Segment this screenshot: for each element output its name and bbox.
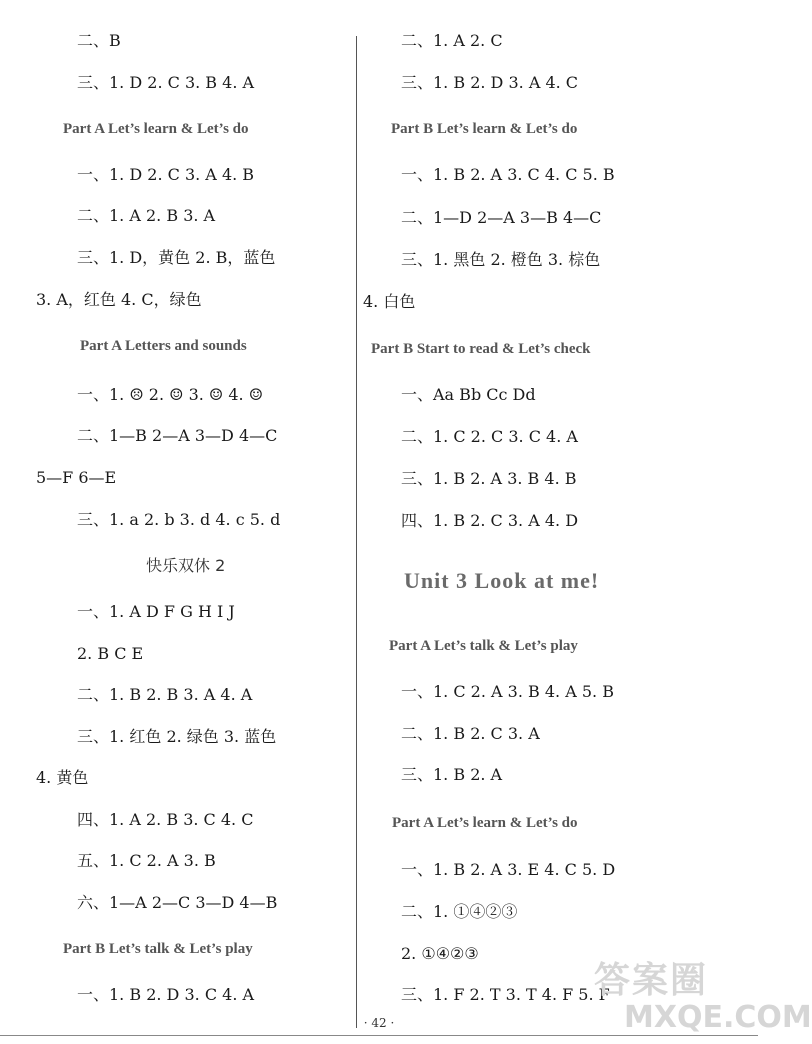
left-line-2: 三、1. D 2. C 3. B 4. A <box>77 73 255 92</box>
left-line-14: 一、1. A D F G H I J <box>77 602 235 621</box>
right-line-20: 二、1. ①④②③ <box>401 902 518 921</box>
right-line-10: 二、1. C 2. C 3. C 4. A <box>401 427 578 446</box>
column-divider <box>356 36 357 1028</box>
right-line-2: 三、1. B 2. D 3. A 4. C <box>401 73 579 92</box>
left-line-4: 一、1. D 2. C 3. A 4. B <box>77 165 255 184</box>
left-line-7: 3. A，红色 4. C，绿色 <box>36 290 202 309</box>
left-line-18: 4. 黄色 <box>36 768 89 787</box>
right-line-1: 二、1. A 2. C <box>401 31 503 50</box>
right-line-7: 4. 白色 <box>363 292 416 311</box>
right-line-15: 一、1. C 2. A 3. B 4. A 5. B <box>401 682 614 701</box>
section-heading: Part A Let’s learn & Let’s do <box>63 121 249 137</box>
section-heading: Part B Let’s talk & Let’s play <box>63 941 253 957</box>
right-line-21: 2. ①④②③ <box>401 944 479 963</box>
right-line-12: 四、1. B 2. C 3. A 4. D <box>401 511 579 530</box>
left-line-11: 5—F 6—E <box>36 468 117 487</box>
right-line-4: 一、1. B 2. A 3. C 4. C 5. B <box>401 165 615 184</box>
left-line-21: 六、1—A 2—C 3—D 4—B <box>77 893 278 912</box>
section-heading: Part A Let’s learn & Let’s do <box>392 815 578 831</box>
right-line-6: 三、1. 黑色 2. 橙色 3. 棕色 <box>401 250 601 269</box>
subsection-title: 快乐双休 2 <box>146 556 226 575</box>
left-line-9: 一、1. ☹ 2. ☺ 3. ☺ 4. ☺ <box>77 385 264 404</box>
section-heading: Part A Let’s talk & Let’s play <box>389 638 578 654</box>
watermark-cn: 答案圈 <box>594 960 709 1001</box>
left-line-10: 二、1—B 2—A 3—D 4—C <box>77 426 278 445</box>
right-line-9: 一、Aa Bb Cc Dd <box>401 385 536 404</box>
left-line-12: 三、1. a 2. b 3. d 4. c 5. d <box>77 510 281 529</box>
left-line-20: 五、1. C 2. A 3. B <box>77 851 216 870</box>
right-line-11: 三、1. B 2. A 3. B 4. B <box>401 469 577 488</box>
page-number: · 42 · <box>363 1016 395 1030</box>
left-line-5: 二、1. A 2. B 3. A <box>77 206 216 225</box>
section-heading: Part B Start to read & Let’s check <box>371 341 591 357</box>
right-line-22: 三、1. F 2. T 3. T 4. F 5. F <box>401 985 610 1004</box>
left-line-17: 三、1. 红色 2. 绿色 3. 蓝色 <box>77 727 277 746</box>
section-heading: Part B Let’s learn & Let’s do <box>391 121 578 137</box>
right-line-17: 三、1. B 2. A <box>401 765 503 784</box>
watermark-logo <box>584 952 812 1036</box>
left-line-19: 四、1. A 2. B 3. C 4. C <box>77 810 254 829</box>
left-line-1: 二、B <box>77 31 121 50</box>
unit-title: Unit 3 Look at me! <box>404 568 600 593</box>
left-line-16: 二、1. B 2. B 3. A 4. A <box>77 685 253 704</box>
left-line-15: 2. B C E <box>77 644 144 663</box>
section-heading: Part A Letters and sounds <box>80 338 247 354</box>
left-line-23: 一、1. B 2. D 3. C 4. A <box>77 985 255 1004</box>
right-line-5: 二、1—D 2—A 3—B 4—C <box>401 208 602 227</box>
left-line-6: 三、1. D，黄色 2. B，蓝色 <box>77 248 276 267</box>
right-line-16: 二、1. B 2. C 3. A <box>401 724 540 743</box>
right-line-19: 一、1. B 2. A 3. E 4. C 5. D <box>401 860 616 879</box>
watermark-en: MXQE.COM <box>624 1000 812 1035</box>
